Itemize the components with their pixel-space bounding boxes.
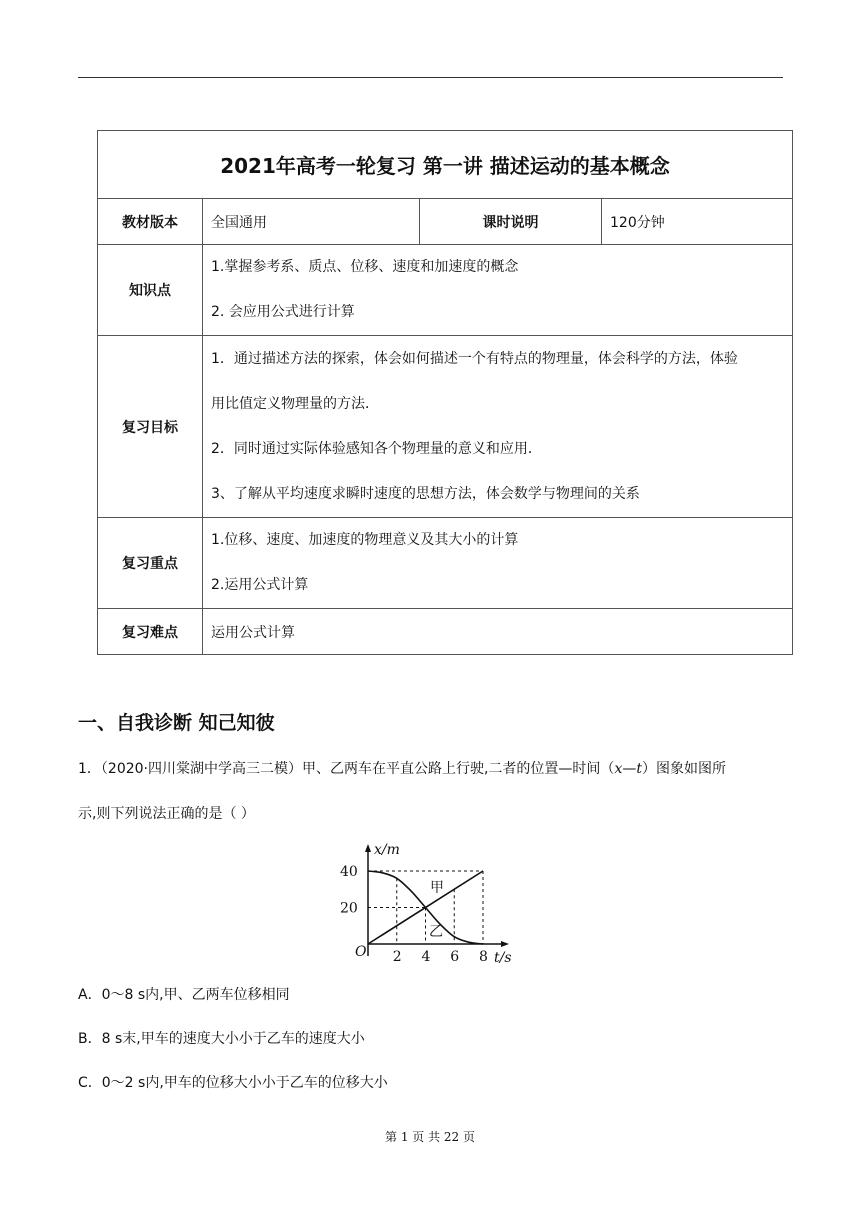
var-x: x — [614, 761, 623, 777]
page-footer: 第 1 页 共 22 页 — [385, 1130, 475, 1144]
question-stem-line-2: 示,则下列说法正确的是（ ） — [78, 806, 255, 822]
goals-line: 1．通过描述方法的探索，体会如何描述一个有特点的物理量，体会科学的方法，体验 — [211, 350, 738, 367]
question-stem-line-1 — [78, 758, 726, 778]
y-axis-arrow-icon — [365, 844, 371, 852]
x-tick-label: 6 — [450, 949, 460, 965]
lesson-plan-table — [97, 130, 793, 655]
goals-label: 复习目标 — [98, 336, 203, 518]
edition-label: 教材版本 — [98, 199, 203, 245]
x-tick-label: 4 — [421, 949, 431, 965]
option-a: A．0～8 s内,甲、乙两车位移相同 — [78, 987, 290, 1003]
option-c: C．0～2 s内,甲车的位移大小小于乙车的位移大小 — [78, 1075, 388, 1091]
x-tick-label: 8 — [479, 949, 488, 965]
difficulty-label: 复习难点 — [98, 609, 203, 655]
y-axis-label: x/m — [374, 842, 400, 858]
y-tick-label: 20 — [340, 900, 358, 917]
hours-label: 课时说明 — [420, 199, 602, 245]
key-points-cell — [203, 518, 793, 609]
section-title: 一、自我诊断 知己知彼 — [78, 712, 275, 734]
lesson-title: 2021年高考一轮复习 第一讲 描述运动的基本概念 — [98, 131, 793, 199]
stem-dash: — — [622, 761, 637, 777]
difficulty-value: 运用公式计算 — [203, 609, 793, 655]
knowledge-line: 2. 会应用公式进行计算 — [211, 304, 355, 320]
x-tick-label: 2 — [392, 949, 402, 965]
key-points-line: 2.运用公式计算 — [211, 577, 309, 593]
knowledge-label: 知识点 — [98, 245, 203, 336]
origin-label: O — [355, 944, 367, 960]
position-time-graph — [338, 838, 528, 968]
goals-cell — [203, 336, 793, 518]
knowledge-cell — [203, 245, 793, 336]
series-label-jia: 甲 — [430, 880, 444, 896]
y-tick-label: 40 — [340, 864, 358, 880]
question-stem-pre: 1．（2020·四川棠湖中学高三二模）甲、乙两车在平直公路上行驶,二者的位置—时间（ — [78, 761, 615, 777]
option-b: B．8 s末,甲车的速度大小小于乙车的速度大小 — [78, 1031, 365, 1047]
goals-line: 用比值定义物理量的方法． — [211, 395, 379, 412]
key-points-label: 复习重点 — [98, 518, 203, 609]
question-stem-post: ）图象如图所 — [641, 761, 726, 777]
var-t: t — [636, 761, 642, 777]
goals-line: 2．同时通过实际体验感知各个物理量的意义和应用． — [211, 440, 542, 457]
header-rule — [78, 77, 783, 78]
goals-line: 3、了解从平均速度求瞬时速度的思想方法，体会数学与物理间的关系 — [211, 485, 640, 502]
edition-value: 全国通用 — [203, 199, 420, 245]
hours-value: 120分钟 — [602, 199, 793, 245]
series-label-yi: 乙 — [429, 924, 443, 940]
x-axis-arrow-icon — [501, 941, 509, 947]
key-points-line: 1.位移、速度、加速度的物理意义及其大小的计算 — [211, 532, 519, 548]
knowledge-line: 1.掌握参考系、质点、位移、速度和加速度的概念 — [211, 259, 519, 275]
x-axis-label: t/s — [494, 950, 512, 966]
